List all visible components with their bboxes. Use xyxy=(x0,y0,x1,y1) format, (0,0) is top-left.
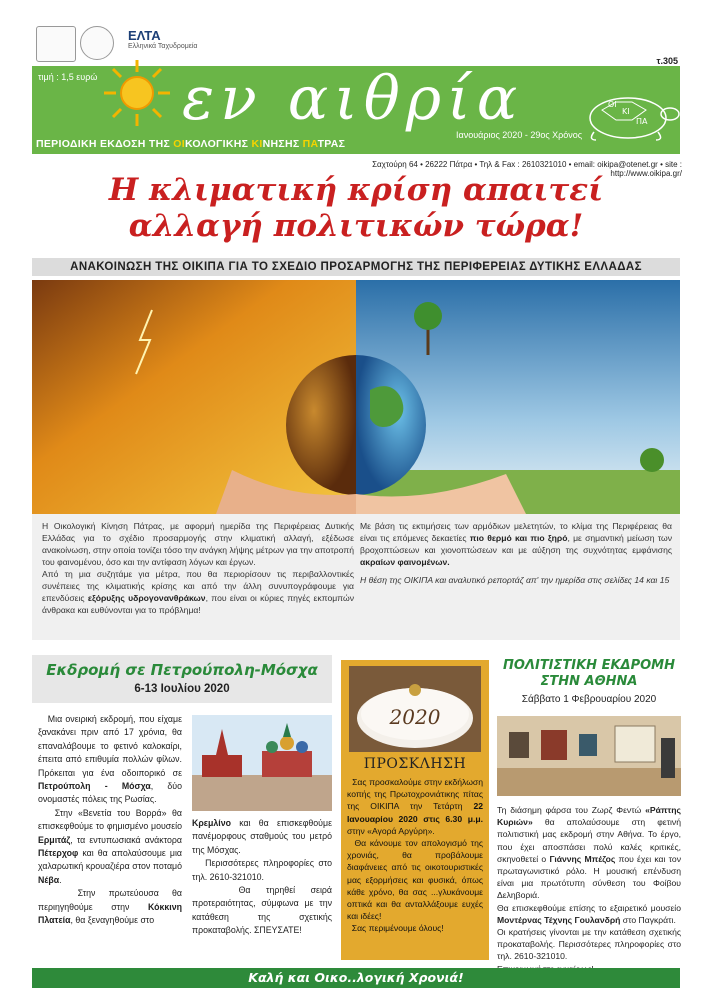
trip-title: Εκδρομή σε Πετρούπολη-Μόσχα xyxy=(46,661,318,679)
museum-gallery-image xyxy=(497,716,681,796)
lead-article xyxy=(32,514,680,640)
masthead xyxy=(32,18,680,154)
trip-header xyxy=(32,655,332,703)
cake-year-text: 2020 xyxy=(389,705,441,729)
postal-logo: ΕΛΤΑ Ελληνικά Ταχυδρομεία xyxy=(128,28,198,50)
new-year-cake-image xyxy=(349,666,481,752)
main-headline: Η κλιματική κρίση απαιτεί αλλαγή πολιτικών τώρα! xyxy=(108,172,604,244)
price: τιμή : 1,5 ευρώ xyxy=(38,72,98,82)
trip-text-column-1: Μια ονειρική εκδρομή, που είχαμε ξανακάνει πριν από 17 χρόνια, θα επαναλάβουμε το φετινό καλοκαίρι, έπειτα από επιθυμία πολλών φίλων. Πρόκειται για ένα οδοιπορικό σε Πετρούπολη - Μόσχα, δύο ονομαστές πόλεις της Ρωσίας. Στην «Βενετία του Βορρά» θα επισκεφθούμε το φημισμένο μουσείο Ερμιτάζ, τα εντυπωσιακά ανάκτορα Πέτερχοφ και θα απολαύσουμε μια χαλαρωτική κρουαζιέρα στον ποταμό Νέβα. Στην πρωτεύουσα θα περιηγηθούμε στην Κόκκινη Πλατεία, θα ξεναγηθούμε στο xyxy=(38,714,182,926)
issue-date: Ιανουάριος 2020 - 29ος Χρόνος xyxy=(456,130,583,140)
lead-page-reference: Η θέση της ΟΙΚΙΠΑ και αναλυτικό ρεπορτάζ απ' την ημερίδα στις σελίδες 14 και 15 xyxy=(360,575,670,585)
turtle-logo-icon xyxy=(572,80,680,144)
lead-column-left: Η Οικολογική Κίνηση Πάτρας, με αφορμή ημερίδα της Περιφέρειας Δυτικής Ελλάδας για το σχέδιο προσαρμογής στην κλιματική αλλαγή, εξέδωσε ανακοίνωση, στην οποία τονίζει τόσο την ανάγκη λήψης μέτρων για την αποτροπή του φαινομένου, όσο και την αντίφαση λόγων και έργων. Από τη μια συζητάμε για μέτρα, που θα περιορίσουν τις περιβαλλοντικές συνέπειες της κλιματικής κρίσης και από την άλλη συνυπογράφουμε για επενδύσεις εξόρυξης υδρογονανθράκων, που είναι οι κύριες πηγές εκπομπών άνθρακα και ευθύνονται για το πρόβλημα! xyxy=(42,521,354,615)
invitation-text: Σας προσκαλούμε στην εκδήλωση κοπής της Πρωτοχρονιάτικης πίτας της ΟΙΚΙΠΑ την Τετάρτη 22 Ιανουαρίου 2020 στις 6.30 μ.μ. στην «Αγορά Αργύρη». Θα κάνουμε τον απολογισμό της χρονιάς, θα προβάλουμε διαφάνειες από τις οικοτουριστικές μας εξορμήσεις και φυσικά, όπως κάθε χρόνο, θα σας ...γλυκάνουμε οπτικά και θα ανταλλάξουμε ευχές και ιδέες! Σας περιμένουμε όλους! xyxy=(347,777,483,934)
sun-icon xyxy=(102,58,172,128)
lead-column-right: Με βάση τις εκτιμήσεις των αρμόδιων μελετητών, το κλίμα της Περιφέρειας θα είναι τις επόμενες δεκαετίες πιο θερμό και πιο ξηρό, με σημαντική μείωση των βροχοπτώσεων και χιονοπτώσεων και με αύξηση της συχνότητας εμφάνισης ακραίων φαινομένων. Η θέση της ΟΙΚΙΠΑ και αναλυτικό ρεπορτάζ απ' την ημερίδα στις σελίδες 14 και 15 xyxy=(360,521,672,585)
turtle-label: ΟΙ xyxy=(608,100,617,109)
issue-number: τ.305 xyxy=(656,56,678,66)
turtle-label: ΚΙ xyxy=(622,107,630,116)
newspaper-title: εν αιθρία xyxy=(182,64,524,134)
cultural-trip-date: Σάββατο 1 Φεβρουαρίου 2020 xyxy=(521,694,657,705)
headline-subhead: ΑΝΑΚΟΙΝΩΣΗ ΤΗΣ ΟΙΚΙΠΑ ΓΙΑ ΤΟ ΣΧΕΔΙΟ ΠΡΟΣΑΡΜΟΓΗΣ ΤΗΣ ΠΕΡΙΦΕΡΕΙΑΣ ΔΥΤΙΚΗΣ ΕΛΛΑΔΑΣ xyxy=(32,258,680,276)
trip-text-column-2: Κρεμλίνο και θα επισκεφθούμε πανέμορφους σταθμούς του μετρό της Μόσχας. Περισσότερες πληροφορίες στο τηλ. 2610-321010. Θα τηρηθεί σειρά προτεραιότητας, σύμφωνα με την κατάθεση της σχετικής προκαταβολής. ΣΠΕΥΣΑΤΕ! xyxy=(192,818,332,936)
cultural-trip-article xyxy=(497,658,681,968)
footer-greeting: Καλή και Οικο..λογική Χρονιά! xyxy=(32,968,680,988)
trip-dates: 6-13 Ιουλίου 2020 xyxy=(134,683,230,695)
trip-article xyxy=(32,655,332,967)
postage-stamp-icon xyxy=(36,26,76,62)
cultural-trip-text: Τη διάσημη φάρσα του Ζωρζ Φεντώ «Ράπτης Κυριών» θα απολαύσουμε στη φετινή πολιτιστική μας εκδρομή στην Αθήνα. Το έργο, που έχει αποσπάσει πολύ καλές κριτικές, σκηνοθετεί ο Γιάννης Μπέζος που έχει και τον πρωταγωνιστικό ρόλο. Η μουσική επένδυση είναι μια πρωτότυπη σύνθεση του Φοίβου Δεληβοριά. Θα επισκεφθούμε επίσης το εξαιρετικό μουσείο Μοντέρνας Τέχνης Γουλανδρή στο Παγκράτι. Οι κρατήσεις γίνονται με την κατάθεση σχετικής προκαταβολής. Περισσότερες πληροφορίες στο τηλ. 2610-321010. xyxy=(497,805,681,962)
contact-line: Σαχτούρη 64 • 26222 Πάτρα • Τηλ & Fax : 2610321010 • email: oikipa@otenet.gr • site : http://www.oikipa.gr/ xyxy=(372,160,682,178)
invitation-box xyxy=(341,660,489,960)
moscow-red-square-image xyxy=(192,715,332,811)
cultural-trip-title: ΠΟΛΙΤΙΣΤΙΚΗ ΕΚΔΡΟΜΗ ΣΤΗΝ ΑΘΗΝΑ xyxy=(502,658,675,689)
publication-subtitle: ΠΕΡΙΟΔΙΚΗ ΕΚΔΟΣΗ ΤΗΣ ΟΙΚΟΛΟΓΙΚΗΣ ΚΙΝΗΣΗΣ ΠΑΤΡΑΣ xyxy=(36,138,346,150)
invitation-title: ΠΡΟΣΚΛΗΣΗ xyxy=(363,756,467,772)
climate-globe-image xyxy=(32,280,680,514)
postal-seal-icon xyxy=(80,26,114,60)
turtle-label: ΠΑ xyxy=(636,117,648,126)
